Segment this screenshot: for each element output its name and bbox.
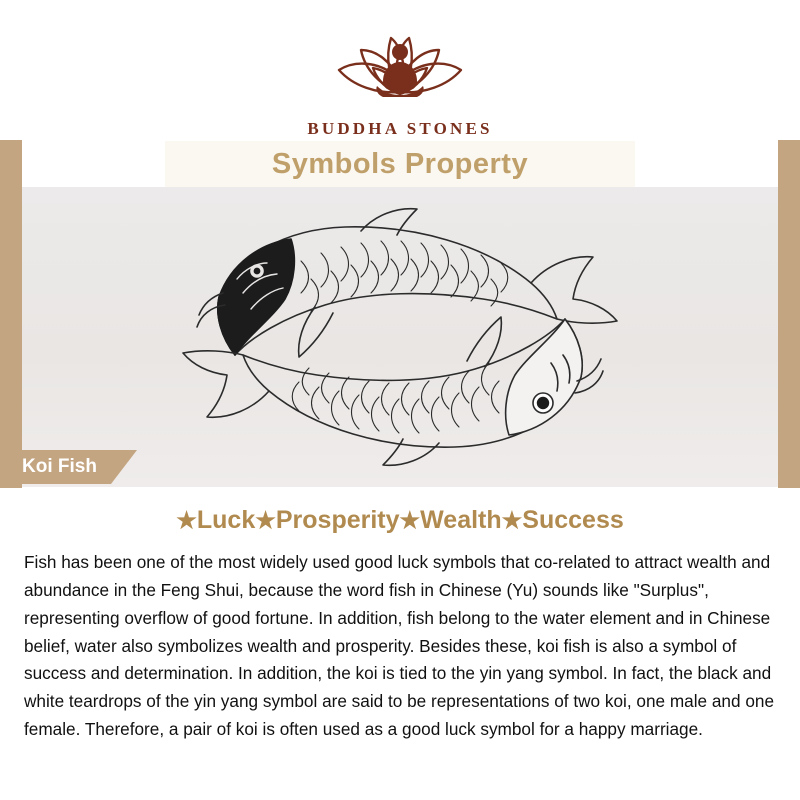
category-label-text: Koi Fish xyxy=(22,456,97,477)
header xyxy=(0,0,800,140)
content-section xyxy=(0,488,800,800)
star-icon: ★ xyxy=(255,507,276,533)
category-label xyxy=(0,450,137,484)
title-bar xyxy=(165,141,635,187)
page-title: Symbols Property xyxy=(271,147,529,180)
star-icon: ★ xyxy=(501,507,523,533)
lotus-meditation-figure-icon xyxy=(315,20,485,115)
keyword-success: Success xyxy=(522,506,624,534)
description-paragraph: Fish has been one of the most widely used good luck symbols that co-related to attract wealth and abundance in the Feng Shui, because the word fish in Chinese (Yu) sounds like "Surplus", representing overflow of good fortune. In addition, fish belong to the water element and in Chinese belief, water also symbolizes wealth and prosperity. Besides these, koi fish is also a symbol of success and determination. In addition, the koi is tied to the yin yang symbol. In fact, the black and white teardrops of the yin yang symbol are said to be representations of two koi, one male and one female. Therefore, a pair of koi is often used as a good luck symbol for a happy marriage. xyxy=(24,552,775,740)
star-icon: ★ xyxy=(176,507,197,533)
keyword-prosperity: Prosperity xyxy=(275,506,400,534)
two-koi-fish-yin-yang-line-art xyxy=(165,187,635,487)
category-label-tail xyxy=(111,450,137,484)
star-icon: ★ xyxy=(399,507,421,533)
brand-logo xyxy=(270,20,530,139)
category-label-body xyxy=(0,450,111,484)
hero-illustration xyxy=(0,187,800,487)
keyword-list xyxy=(0,506,800,535)
brand-name: BUDDHA STONES xyxy=(307,119,493,138)
keyword-luck: Luck xyxy=(196,506,256,534)
keyword-wealth: Wealth xyxy=(420,506,502,534)
